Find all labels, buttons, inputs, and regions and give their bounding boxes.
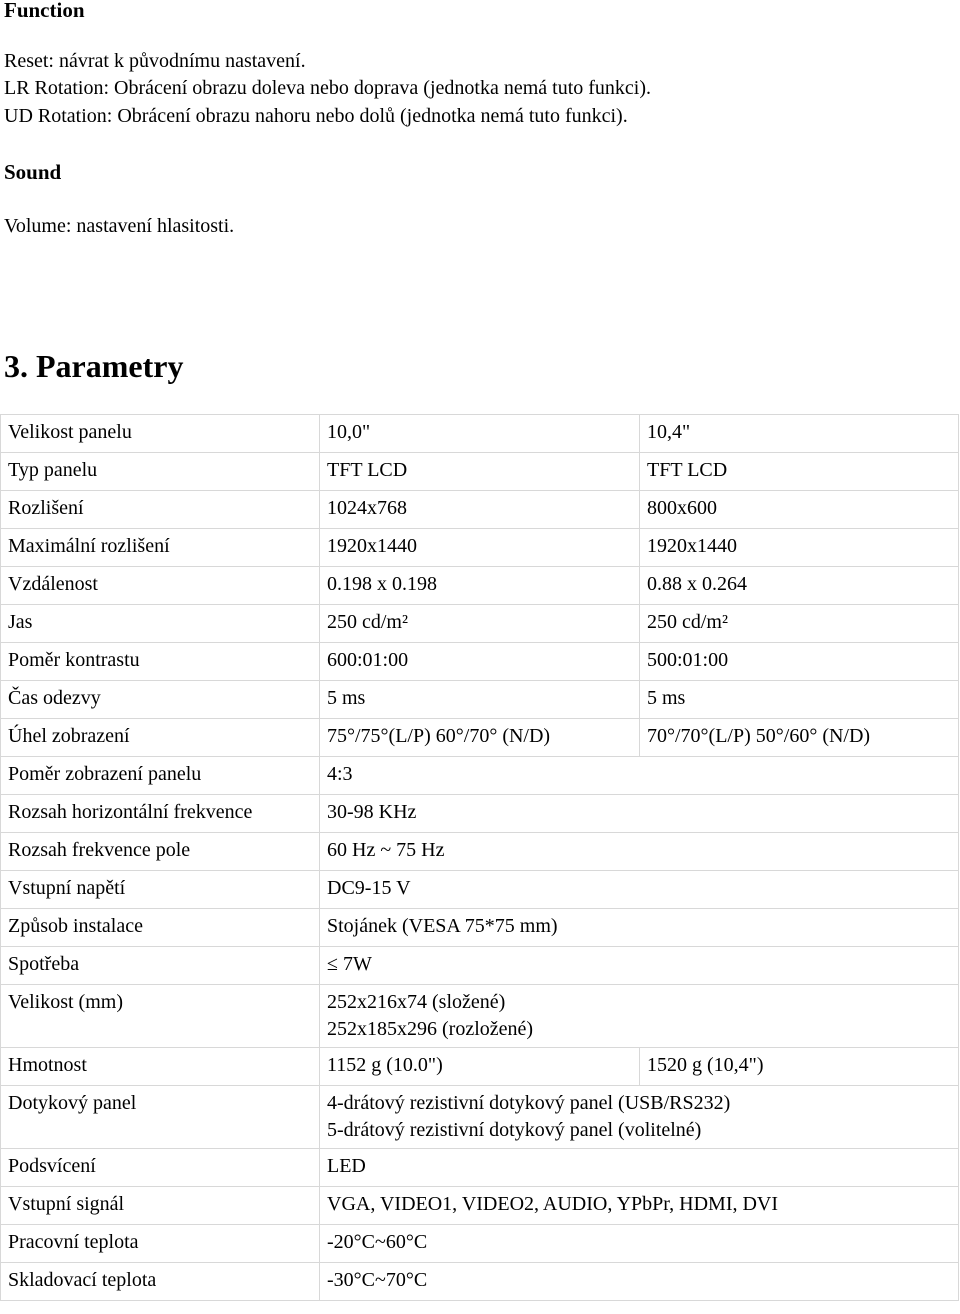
row-label: Typ panelu xyxy=(1,453,320,491)
row-label: Vstupní signál xyxy=(1,1187,320,1225)
row-value: -30°C~70°C xyxy=(320,1263,959,1301)
row-label: Vstupní napětí xyxy=(1,871,320,909)
row-value: ≤ 7W xyxy=(320,947,959,985)
row-label: Poměr zobrazení panelu xyxy=(1,757,320,795)
function-line-lr-rotation: LR Rotation: Obrácení obrazu doleva nebo doprava (jednotka nemá tuto funkci). xyxy=(4,77,652,99)
parameters-table xyxy=(0,414,959,1301)
table-row xyxy=(1,681,959,719)
row-label: Vzdálenost xyxy=(1,567,320,605)
table-row xyxy=(1,871,959,909)
row-value-10-0: 1152 g (10.0") xyxy=(320,1048,640,1086)
table-row xyxy=(1,453,959,491)
table-row xyxy=(1,1086,959,1149)
row-value-10-0: 10,0" xyxy=(320,415,640,453)
row-value-10-4: 500:01:00 xyxy=(640,643,959,681)
row-value xyxy=(320,1086,959,1149)
row-value-10-4: 5 ms xyxy=(640,681,959,719)
row-value-10-0: 0.198 x 0.198 xyxy=(320,567,640,605)
row-value-10-4: 10,4" xyxy=(640,415,959,453)
row-label: Podsvícení xyxy=(1,1149,320,1187)
table-row xyxy=(1,643,959,681)
row-label: Jas xyxy=(1,605,320,643)
table-row xyxy=(1,491,959,529)
table-row xyxy=(1,605,959,643)
row-value: 30-98 KHz xyxy=(320,795,959,833)
table-row xyxy=(1,529,959,567)
row-value-10-0: 5 ms xyxy=(320,681,640,719)
table-row xyxy=(1,719,959,757)
function-heading: Function xyxy=(4,0,85,22)
size-folded: 252x216x74 (složené) xyxy=(327,991,506,1013)
row-label: Hmotnost xyxy=(1,1048,320,1086)
row-label: Úhel zobrazení xyxy=(1,719,320,757)
row-value-10-0: 250 cd/m² xyxy=(320,605,640,643)
row-label: Velikost (mm) xyxy=(1,985,320,1048)
row-label: Rozlišení xyxy=(1,491,320,529)
row-label: Maximální rozlišení xyxy=(1,529,320,567)
row-value: Stojánek (VESA 75*75 mm) xyxy=(320,909,959,947)
row-label: Velikost panelu xyxy=(1,415,320,453)
table-row xyxy=(1,985,959,1048)
row-value-10-0: 75°/75°(L/P) 60°/70° (N/D) xyxy=(320,719,640,757)
row-value-10-4: 0.88 x 0.264 xyxy=(640,567,959,605)
row-value-10-4: 1520 g (10,4") xyxy=(640,1048,959,1086)
table-row xyxy=(1,1225,959,1263)
row-label: Dotykový panel xyxy=(1,1086,320,1149)
row-value: 60 Hz ~ 75 Hz xyxy=(320,833,959,871)
touch-panel-5-wire: 5-drátový rezistivní dotykový panel (volitelné) xyxy=(327,1119,702,1141)
touch-panel-4-wire: 4-drátový rezistivní dotykový panel (USB/RS232) xyxy=(327,1092,731,1114)
row-value-10-4: 800x600 xyxy=(640,491,959,529)
row-label: Spotřeba xyxy=(1,947,320,985)
row-value: -20°C~60°C xyxy=(320,1225,959,1263)
table-row xyxy=(1,833,959,871)
table-row xyxy=(1,757,959,795)
row-value-10-0: 1920x1440 xyxy=(320,529,640,567)
table-row xyxy=(1,1187,959,1225)
table-row xyxy=(1,567,959,605)
row-value: 4:3 xyxy=(320,757,959,795)
row-value: DC9-15 V xyxy=(320,871,959,909)
row-value: LED xyxy=(320,1149,959,1187)
table-row xyxy=(1,1263,959,1301)
row-label: Čas odezvy xyxy=(1,681,320,719)
row-label: Způsob instalace xyxy=(1,909,320,947)
table-row xyxy=(1,1048,959,1086)
row-value-10-4: 250 cd/m² xyxy=(640,605,959,643)
sound-line-volume: Volume: nastavení hlasitosti. xyxy=(4,215,235,237)
row-value xyxy=(320,985,959,1048)
row-value-10-0: 1024x768 xyxy=(320,491,640,529)
sound-heading: Sound xyxy=(4,160,62,184)
table-row xyxy=(1,909,959,947)
row-value-10-0: 600:01:00 xyxy=(320,643,640,681)
row-label: Skladovací teplota xyxy=(1,1263,320,1301)
row-value-10-4: 70°/70°(L/P) 50°/60° (N/D) xyxy=(640,719,959,757)
row-label: Pracovní teplota xyxy=(1,1225,320,1263)
table-row xyxy=(1,1149,959,1187)
function-line-reset: Reset: návrat k původnímu nastavení. xyxy=(4,50,306,72)
row-label: Poměr kontrastu xyxy=(1,643,320,681)
row-value-10-0: TFT LCD xyxy=(320,453,640,491)
row-value-10-4: TFT LCD xyxy=(640,453,959,491)
table-row xyxy=(1,795,959,833)
parameters-heading: 3. Parametry xyxy=(4,348,184,384)
row-value: VGA, VIDEO1, VIDEO2, AUDIO, YPbPr, HDMI, DVI xyxy=(320,1187,959,1225)
row-label: Rozsah frekvence pole xyxy=(1,833,320,871)
size-unfolded: 252x185x296 (rozložené) xyxy=(327,1018,534,1040)
table-row xyxy=(1,415,959,453)
table-row xyxy=(1,947,959,985)
function-line-ud-rotation: UD Rotation: Obrácení obrazu nahoru nebo dolů (jednotka nemá tuto funkci). xyxy=(4,105,628,127)
row-label: Rozsah horizontální frekvence xyxy=(1,795,320,833)
row-value-10-4: 1920x1440 xyxy=(640,529,959,567)
